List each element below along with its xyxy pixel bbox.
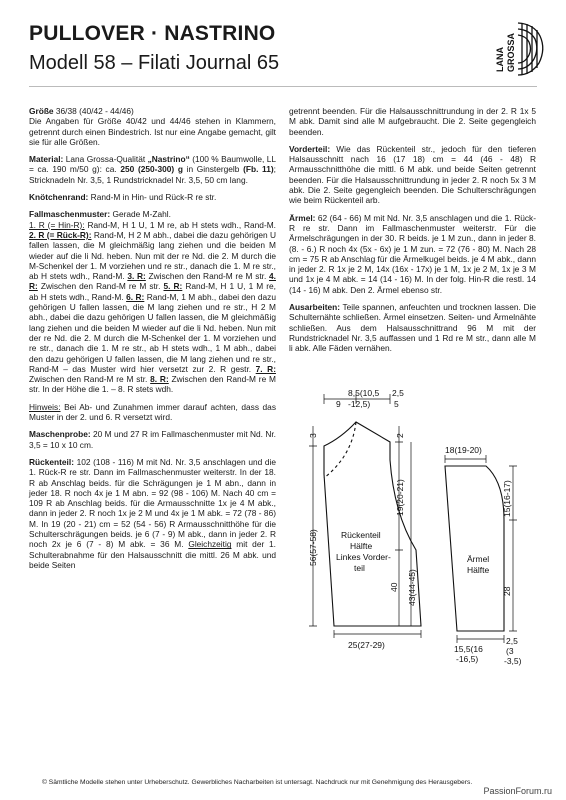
dim-arm-2: 2 — [395, 433, 405, 438]
dim-sleeve-right: 15(16-17) — [502, 480, 512, 517]
dim-left-3: 3 — [308, 433, 318, 438]
sleeve-label: Ärmel: — [289, 212, 316, 223]
copyright-footer: © Sämtliche Modelle stehen unter Urheberschutz. Gewerbliches Nacharbeiten ist untersagt. Nachdruck nur mit Genehmigung des Herausgebers. — [42, 779, 473, 786]
edge-text: Rand-M in Hin- und Rück-R re str. — [88, 192, 217, 203]
dim-sleeve-bottom: 15,5(16 — [454, 644, 483, 654]
material-color: (Fb. 11) — [243, 164, 274, 175]
material-section — [29, 154, 276, 185]
page-title: PULLOVER · NASTRINO — [29, 22, 276, 45]
front-neck-line — [324, 422, 356, 478]
dim-arm-43: 43(44-45) — [407, 569, 417, 606]
pattern-label: Fallmaschenmuster: — [29, 209, 111, 220]
row2-label: 2. R (= Rück-R): — [29, 229, 92, 240]
dim-sleeve-corner: -3,5) — [504, 656, 522, 666]
size-label: Größe — [29, 106, 54, 116]
dim-arm-19: 19(20-21) — [395, 479, 405, 516]
material-text: Lana Grossa-Qualität — [63, 154, 148, 165]
piece-back-label: teil — [354, 563, 365, 573]
back-label: Rückenteil: — [29, 456, 74, 467]
dim-bottom-25: 25(27-29) — [348, 640, 385, 650]
row1-text: Rand-M, H 1 U, 1 M re, ab H stets wdh., Rand-M. — [84, 219, 276, 230]
material-yarn: „Nastrino“ — [147, 154, 190, 165]
dim-top-9: 9 — [336, 399, 341, 409]
row5-text: Rand-M, H 1 U, 1 M re, ab H stets wdh., Rand-M. — [29, 281, 276, 302]
watermark: PassionForum.ru — [483, 786, 552, 796]
row4-label: 4. R: — [29, 271, 276, 292]
sleeve-section — [289, 213, 536, 295]
row8-label: 8. R: — [150, 374, 169, 385]
back-simultaneously: Gleichzeitig — [188, 539, 232, 550]
finishing-section — [289, 302, 536, 353]
hint-section — [29, 402, 276, 423]
material-text: (100 % Baumwolle, LL = ca. 190 m/50 g): ca. — [29, 154, 276, 175]
row3-text: Zwischen den Rand-M re M str. — [145, 271, 270, 282]
row7-label: 7. R: — [255, 363, 276, 374]
back-continued: getrennt beenden. Für die Halsausschnittrundung in der 2. R 1x 5 M abk. Damit sind alle M aufgebraucht. Die 2. Seite gegengleich beenden. — [289, 106, 536, 137]
row6-label: 6. R: — [126, 291, 145, 302]
front-section — [289, 144, 536, 206]
row5-label: 5. R: — [163, 281, 183, 292]
size-section — [29, 106, 276, 147]
lana-grossa-logo — [489, 20, 547, 78]
material-amount: 250 (250-300) g — [120, 164, 183, 175]
front-label: Vorderteil: — [289, 143, 331, 154]
front-text: Wie das Rückenteil str., jedoch für den tieferen Halsausschnitt nach 16 (17 18) cm = 44 (46 - 48) R Armausschnitthöhe die mittl. 6 M abk. und beide Seiten getrennt beenden. Für die Halsausschnittrundung in jeder 2. R noch 5x 3 M abk. Die 2. Seite gegengleich beenden. Die Schulterschrägungen wie beim Rückenteil arb. — [289, 143, 536, 206]
dim-sleeve-corner: 2,5 — [506, 636, 518, 646]
dim-top-b: -12,5) — [348, 399, 371, 409]
hint-text: Bei Ab- und Zunahmen immer darauf achten, dass das Muster in der 2. und 6. R versetzt wird. — [29, 401, 276, 423]
pattern-section — [29, 209, 276, 394]
sleeve-text: 62 (64 - 66) M mit Nd. Nr. 3,5 anschlagen und die 1. Rück-R re str. Dann im Fallmaschenmuster weiterstr. Für die Ärmelschrägungen in der 30. R beids. je 1 M zun., dann in jeder 8. (8. - 6.) R noch 4x (5x - 6x) je 1 M zun. = 72 (76 - 80) M. Nach 28 cm = 75 R ab Anschlag für die Ärmelkugel beids. je 4 M abk., dann in jeder 2. R 1x je 2 M, 14x (16x - 17x) je 1 M, 1x je 2 M, 1x je 3 M und 1x je 4 M abk. = 14 (14 - 16) M. In der folg. Hin-R die restl. 14 (14 - 16) M abk. Den 2. Ärmel ebenso str. — [289, 212, 536, 295]
dim-left-56: 56(57-58) — [308, 529, 318, 566]
dim-arm-40: 40 — [389, 582, 399, 592]
edge-label: Knötchenrand: — [29, 192, 89, 203]
finishing-text: Teile spannen, anfeuchten und trocknen lassen. Die Schulternähte schließen. Ärmel einsetzen. Seiten- und Ärmelnähte schließen. Aus dem Halsausschnittrand 96 M mit der Rundstricknadel Nr. 3,5 auffassen und 1 Rd re M str., dann alle M li abk. Alle Fäden vernähen. — [289, 302, 536, 354]
row4-text: Zwischen den Rand-M re M str. — [37, 281, 164, 292]
svg-text:GROSSA: GROSSA — [506, 32, 516, 72]
left-column — [29, 106, 276, 577]
row2-text: Rand-M, H 2 M abh., dabei die dazu gehörigen U fallen lassen, die M gleichmäßig lang ziehen und die beiden M wieder auf die li Nd. heben. Nun mit der re Nd. die 2. M durch die M-Schenkel der 1. M vorziehen und re str., danach die 1. M re str., ab H stets wdh., Rand-M. — [29, 229, 277, 282]
dim-sleeve-top: 18(19-20) — [445, 445, 482, 455]
finishing-label: Ausarbeiten: — [289, 302, 340, 313]
dim-top-c: 2,5 — [392, 388, 404, 398]
gauge-section — [29, 429, 276, 450]
dim-sleeve-28: 28 — [502, 586, 512, 596]
material-label: Material: — [29, 154, 64, 165]
back-text: mit der 1. Schulterabnahme für den Halsausschnitt die mittl. 26 M abk. und beide Seiten — [29, 539, 276, 570]
schematic-diagram — [286, 386, 538, 746]
dim-sleeve-bottom: -16,5) — [456, 654, 479, 664]
size-note: Die Angaben für Größe 40/42 und 44/46 stehen in Klammern, getrennt durch einen Bindestrich. Ist nur eine Angabe gemacht, gilt sie für alle Größen. — [29, 116, 276, 147]
page-subtitle: Modell 58 – Filati Journal 65 — [29, 52, 280, 74]
size-text: 36/38 (40/42 - 44/46) — [53, 106, 134, 116]
dim-top-5: 5 — [394, 399, 399, 409]
sleeve-name: Ärmel — [467, 554, 490, 564]
edge-section — [29, 192, 276, 202]
row8-text: Zwischen den Rand-M re M str. In der Höhe die 1. – 8. R stets wdh. — [29, 374, 276, 395]
row7-text: Zwischen den Rand-M re M str. — [29, 374, 151, 385]
header-divider — [29, 86, 537, 87]
svg-text:LANA: LANA — [495, 47, 505, 72]
material-text: ; Stricknadeln Nr. 3,5, 1 Rundstricknadel Nr. 3,5, 50 cm lang. — [29, 164, 276, 185]
dim-sleeve-corner: (3 — [506, 646, 514, 656]
piece-back-label: Hälfte — [350, 541, 373, 551]
row1-label: 1. R (= Hin-R): — [29, 219, 85, 230]
row6-text: Rand-M, 1 M abh., dabei den dazu gehörigen U fallen lassen, die M lang ziehen und re str., H 2 M abh., dabei die dazu gehörigen U fallen lassen, die M gleichmäßig lang ziehen und die beiden M wieder auf die li Nd. heben. Nun mit der re Nd. die 2. M durch die M-Schenkel der 1. M vorziehen und re str., danach die 1. M re str., ab H stets wdh., 1 M abh., dabei den dazu gehörigen U fallen lassen, die M lang ziehen und re str., Rand-M – das Muster wird hier versetzt zur 2. R gestr. — [29, 291, 276, 374]
dim-top-a: 8,5(10,5 — [348, 388, 380, 398]
hint-label: Hinweis: — [29, 401, 61, 412]
sleeve-outline — [445, 466, 504, 631]
gauge-label: Maschenprobe: — [29, 429, 91, 440]
piece-back-label: Rückenteil — [341, 530, 381, 540]
gauge-text: 20 M und 27 R im Fallmaschenmuster mit Nd. Nr. 3,5 = 10 x 10 cm. — [29, 429, 276, 450]
sleeve-name: Hälfte — [467, 565, 490, 575]
material-text: in Ginstergelb — [182, 164, 244, 175]
back-section — [29, 457, 276, 570]
back-text: 102 (108 - 116) M mit Nd. Nr. 3,5 anschlagen und die 1. Rück-R re str. Dann im Fallmaschenmuster weiterstr. In der 18. R ab Anschlag beids. für die Schrägungen je 1 M abn., dann in jeder 18. R noch 4x je 1 M abn. = 92 (98 - 106) M. Nach 40 cm = 109 R ab Anschlag beids. für die Armausschnitte 1x je 4 M abk., dann in jeder 2. R noch 1x je 2 M und 4x je 1 M abk. = 72 (78 - 86) M. In 19 (20 - 21) cm = 52 (54 - 56) R Armausschnitthöhe für die Schulterschrägungen beids. je 6 (7 - 9) M abk., dann in jeder 2. R noch 2x je 6 (7 - 8) M abk. = 36 M. — [29, 456, 276, 550]
right-column — [289, 106, 536, 361]
row3-label: 3. R: — [127, 271, 146, 282]
piece-back-label: Linkes Vorder- — [336, 552, 391, 562]
pattern-intro: Gerade M-Zahl. — [110, 209, 171, 220]
